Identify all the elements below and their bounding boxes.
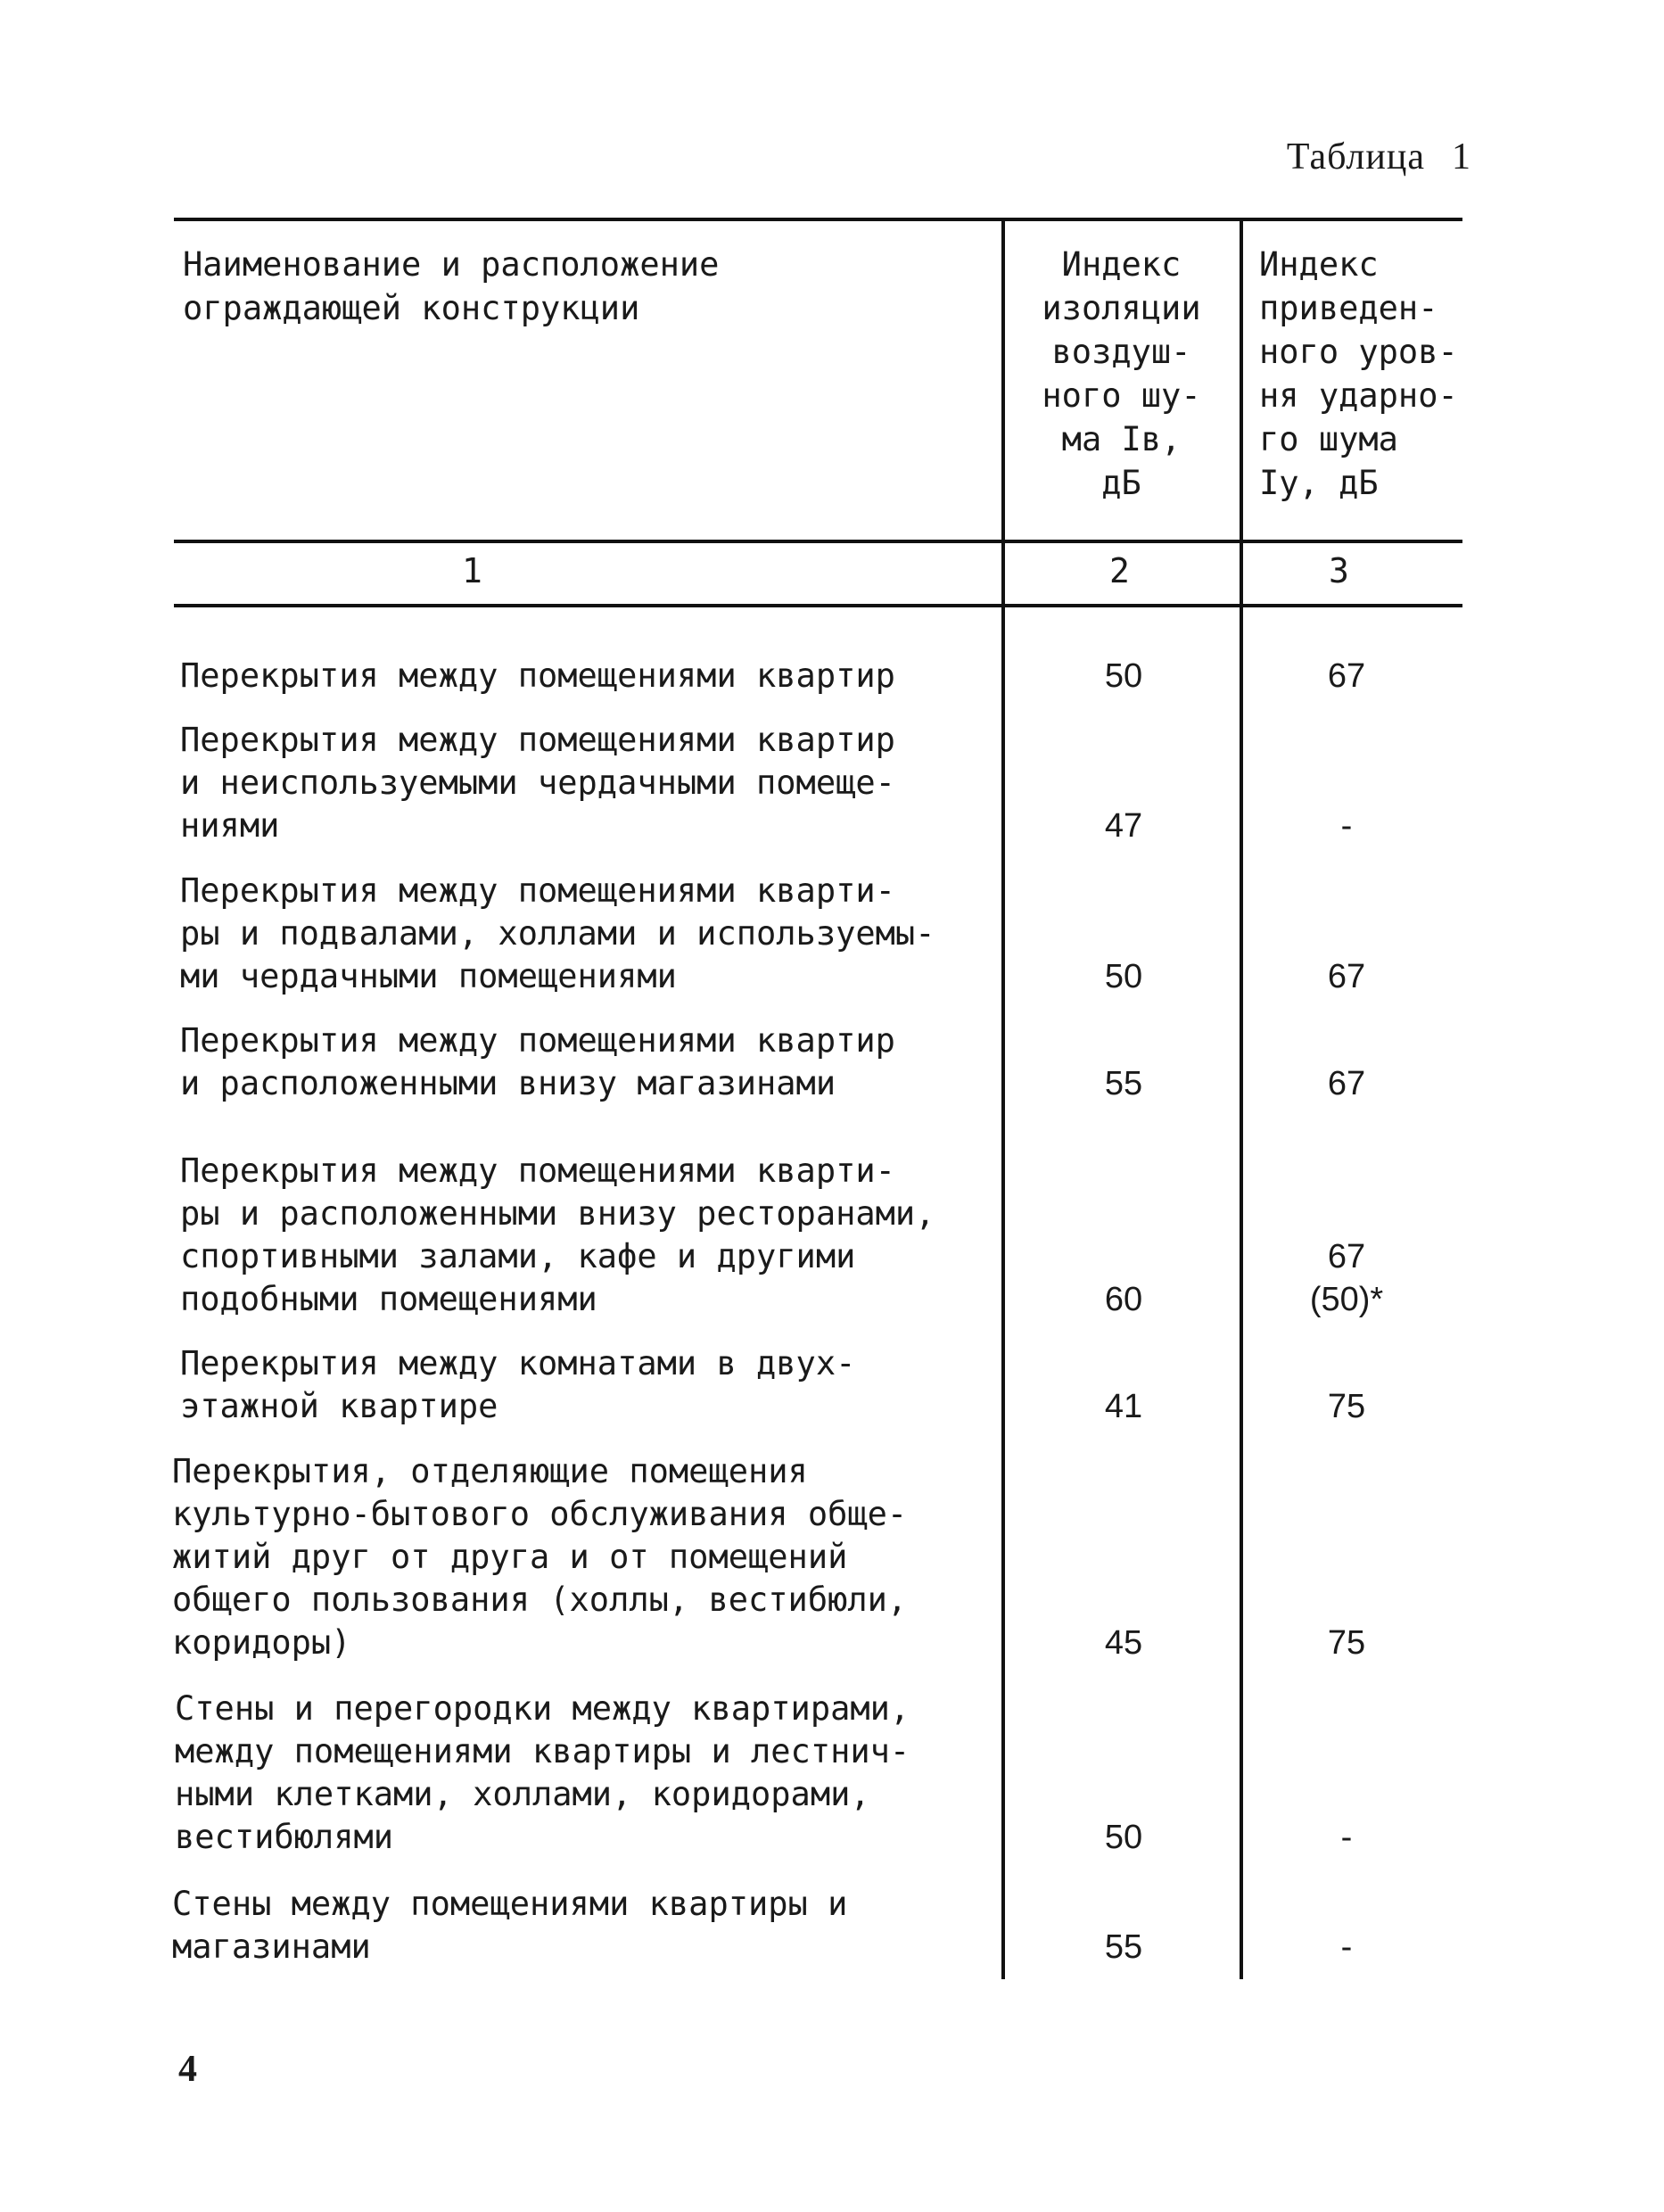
row-name: Перекрытия между комнатами в двух- этажной квартире [180, 1344, 856, 1425]
row-col3: 67 (50)* [1309, 1238, 1384, 1318]
table-caption [1287, 136, 1471, 178]
header-col2: Индекс изоляции воздуш- ного шу- ма Iв, дБ [1042, 245, 1201, 502]
row-col2: 60 [1104, 1281, 1143, 1318]
column-numbers-rule [174, 604, 1462, 607]
column-divider-2 [1240, 218, 1243, 1979]
row-col2: 50 [1104, 958, 1143, 995]
row-name: Перекрытия между помещениями кварти- ры и расположенными внизу ресторанами, спортивными залами, кафе и другими подобными помещениями [180, 1151, 935, 1318]
row-col2: 47 [1104, 807, 1143, 845]
row-col3: 67 [1327, 1065, 1366, 1102]
row-name: Перекрытия, отделяющие помещения культурно-бытового обслуживания обще- житий друг от друга и от помещений общего пользования (холлы, вестибюли, коридоры) [172, 1452, 908, 1662]
row-col3: - [1340, 1819, 1353, 1856]
row-name: Перекрытия между помещениями квартир и неиспользуемыми чердачными помеще- ниями [180, 721, 895, 845]
row-col2: 41 [1104, 1388, 1143, 1425]
row-col3: 67 [1327, 657, 1366, 695]
row-col2: 45 [1104, 1624, 1143, 1662]
column-divider-1 [1001, 218, 1005, 1979]
page-number: 4 [178, 2049, 197, 2090]
row-name: Перекрытия между помещениями кварти- ры и подвалами, холлами и используемы- ми чердачными помещениями [180, 871, 935, 995]
header-bottom-rule [174, 540, 1462, 543]
table-caption-label: Таблица [1286, 136, 1425, 177]
column-number-2: 2 [1109, 551, 1130, 590]
row-name: Перекрытия между помещениями квартир [180, 656, 895, 695]
header-col1: Наименование и расположение ограждающей конструкции [183, 245, 720, 327]
row-name: Стены между помещениями квартиры и магазинами [172, 1885, 848, 1966]
row-col2: 50 [1104, 1819, 1143, 1856]
row-name: Перекрытия между помещениями квартир и расположенными внизу магазинами [180, 1021, 895, 1102]
row-col3: - [1340, 807, 1353, 845]
header-col3: Индекс приведен- ного уров- ня ударно- го шума Iу, дБ [1259, 245, 1458, 502]
row-col3: - [1340, 1928, 1353, 1966]
row-name: Стены и перегородки между квартирами, между помещениями квартиры и лестнич- ными клетками, холлами, коридорами, вестибюлями [175, 1689, 910, 1856]
row-col3: 67 [1327, 958, 1366, 995]
row-col2: 50 [1104, 657, 1143, 695]
table-top-rule [174, 218, 1462, 221]
row-col3: 75 [1327, 1388, 1366, 1425]
column-number-1: 1 [462, 551, 482, 590]
column-number-3: 3 [1329, 551, 1349, 590]
row-col3: 75 [1327, 1624, 1366, 1662]
row-col2: 55 [1104, 1065, 1143, 1102]
table-caption-number: 1 [1452, 136, 1471, 177]
row-col2: 55 [1104, 1928, 1143, 1966]
